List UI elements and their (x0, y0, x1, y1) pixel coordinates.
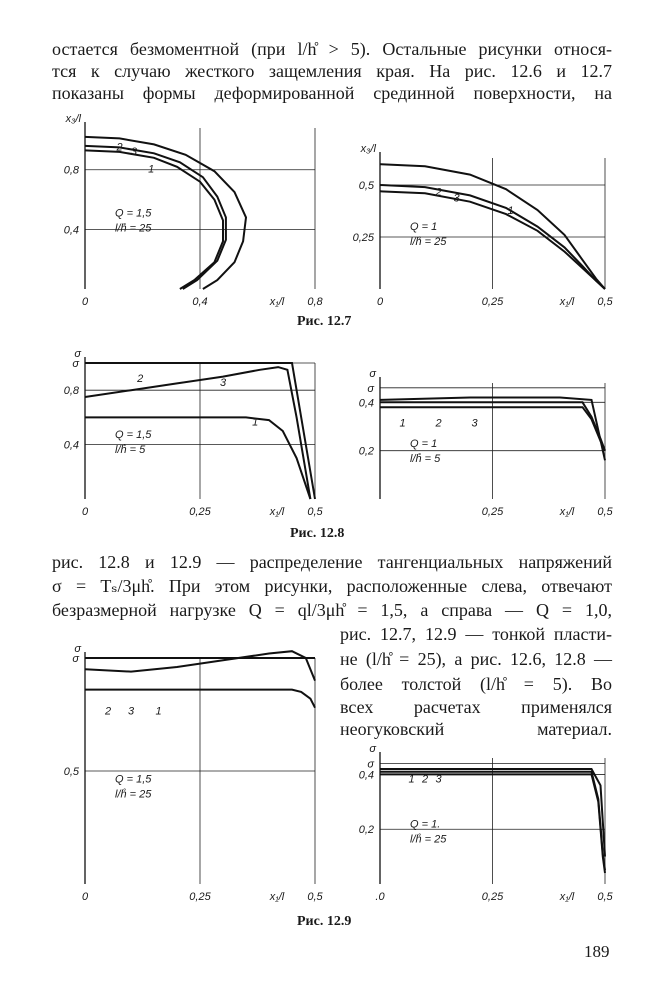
x-tick-label: 0,5 (597, 506, 613, 518)
text-line-mid-3: безразмерной нагрузке Q = ql/3μh̊ = 1,5, а справа — Q = 1,0, (52, 600, 612, 620)
curve-label: 1 (399, 417, 406, 430)
y-tick-label: 0,25 (352, 232, 374, 245)
series-line-2 (85, 146, 226, 289)
y-tick-label: 0,5 (63, 766, 79, 778)
x-tick-label: 0,25 (481, 506, 504, 518)
chart-annotation: l/h̊ = 5 (410, 452, 441, 465)
y-tick-label: σ (72, 653, 79, 665)
curve-label: 3 (471, 417, 478, 430)
series-line-3 (85, 137, 246, 289)
chart-fig12-7-left (40, 110, 335, 315)
text-line-top-3: показаны формы деформированной срединной поверхности, на (52, 83, 612, 103)
text-line-mid-2: σ = Tₛ/3μh̊. При этом рисунки, расположенные слева, отвечают (52, 576, 612, 596)
chart-fig12-9-left (40, 640, 335, 910)
y-tick-label: 0,4 (358, 769, 374, 782)
y-tick-label: 0,4 (63, 439, 79, 452)
curve-label: 3 (127, 705, 135, 718)
x-tick-label: 0,25 (481, 296, 504, 308)
x-axis-label: x₁/l (559, 506, 575, 518)
x-tick-label: 0,5 (597, 296, 613, 308)
chart-annotation: Q = 1. (410, 818, 441, 831)
x-tick-label: 0,25 (189, 506, 211, 518)
curve-label: 2 (104, 705, 112, 718)
text-line-mid-1: рис. 12.8 и 12.9 — распределение тангенциальных напряжений (52, 552, 612, 572)
y-tick-label: σ (367, 758, 374, 771)
y-axis-label: x₃/l (360, 143, 376, 155)
curve-label: 3 (130, 145, 137, 158)
chart-fig12-8-left (40, 345, 335, 525)
x-axis-label: x₁/l (559, 296, 575, 308)
x-tick-label: 0,8 (307, 296, 323, 308)
y-axis-label: σ (369, 368, 376, 380)
caption-fig12-8: Рис. 12.8 (290, 526, 345, 541)
chart-annotation: Q = 1 (410, 437, 438, 450)
x-axis-label: x₁/l (269, 296, 285, 308)
y-tick-label: 0,4 (63, 224, 79, 237)
curve-label: 1 (408, 773, 415, 786)
curve-label: 1 (155, 705, 162, 718)
y-tick-label: 0,2 (358, 445, 374, 458)
x-axis-label: x₁/l (559, 891, 575, 903)
text-line-side-4: всех расчетах применялся (340, 697, 612, 717)
chart-annotation: l/h̊ = 25 (115, 788, 152, 801)
y-axis-label: σ (74, 348, 81, 360)
chart-fig12-9-right (335, 740, 625, 910)
text-line-side-2: не (l/h̊ = 25), а рис. 12.6, 12.8 — (340, 649, 612, 669)
chart-fig12-8-right (335, 365, 625, 525)
curve-label: 1 (507, 205, 514, 218)
chart-annotation: l/h̊ = 25 (410, 833, 447, 846)
y-tick-label: 0,8 (63, 164, 79, 177)
x-tick-label: 0,5 (307, 891, 323, 903)
curve-label: 2 (435, 186, 442, 199)
x-tick-label: 0,4 (192, 296, 208, 308)
x-tick-label: 0 (81, 891, 89, 903)
y-tick-label: σ (367, 382, 374, 395)
chart-fig12-7-right (335, 140, 625, 315)
chart-annotation: l/h̊ = 25 (115, 222, 152, 235)
y-axis-label: σ (369, 743, 376, 755)
x-tick-label: 0,25 (481, 891, 504, 903)
curve-label: 3 (453, 192, 460, 205)
curve-label: 1 (148, 163, 155, 176)
text-line-top-2: тся к случаю жесткого защемления края. На рис. 12.6 и 12.7 (52, 61, 612, 81)
chart-annotation: Q = 1 (410, 221, 438, 234)
curve-label: 2 (116, 141, 123, 154)
page-number: 189 (584, 942, 610, 961)
y-tick-label: 0,5 (358, 180, 374, 193)
y-tick-label: 0,8 (63, 385, 79, 398)
x-tick-label: 0 (376, 296, 384, 308)
caption-fig12-7: Рис. 12.7 (297, 314, 352, 329)
y-tick-label: 0,4 (358, 397, 374, 410)
x-axis-label: x₁/l (269, 891, 285, 903)
y-axis-label: x₃/l (65, 113, 81, 125)
curve-label: 1 (252, 416, 259, 429)
x-axis-label: x₁/l (269, 506, 285, 518)
curve-label: 3 (435, 773, 442, 786)
text-line-top-1: остается безмоментной (при l/h̊ > 5). Остальные рисунки относя- (52, 39, 612, 59)
y-tick-label: 0,2 (358, 824, 374, 837)
curve-label: 2 (435, 417, 442, 430)
text-line-side-1: рис. 12.7, 12.9 — тонкой пласти- (340, 624, 612, 644)
text-line-side-5: неогуковский материал. (340, 719, 612, 739)
x-tick-label: 0,5 (307, 506, 323, 518)
y-tick-label: σ (72, 358, 79, 370)
chart-annotation: Q = 1,5 (115, 207, 152, 220)
x-tick-label: 0,5 (597, 891, 613, 903)
x-tick-label: 0,25 (189, 891, 211, 903)
x-tick-label: 0 (81, 506, 89, 518)
curve-label: 3 (219, 377, 227, 390)
y-axis-label: σ (74, 643, 81, 655)
chart-annotation: l/h̊ = 5 (115, 443, 146, 456)
caption-fig12-9: Рис. 12.9 (297, 914, 352, 929)
x-tick-label: .0 (375, 891, 385, 903)
curve-label: 2 (137, 373, 144, 386)
text-line-side-3: более толстой (l/h̊ = 5). Во (340, 674, 612, 694)
chart-annotation: Q = 1,5 (115, 428, 152, 441)
chart-annotation: Q = 1,5 (115, 773, 152, 786)
x-tick-label: 0 (81, 296, 89, 308)
chart-annotation: l/h̊ = 25 (410, 236, 447, 249)
curve-label: 2 (421, 773, 429, 786)
